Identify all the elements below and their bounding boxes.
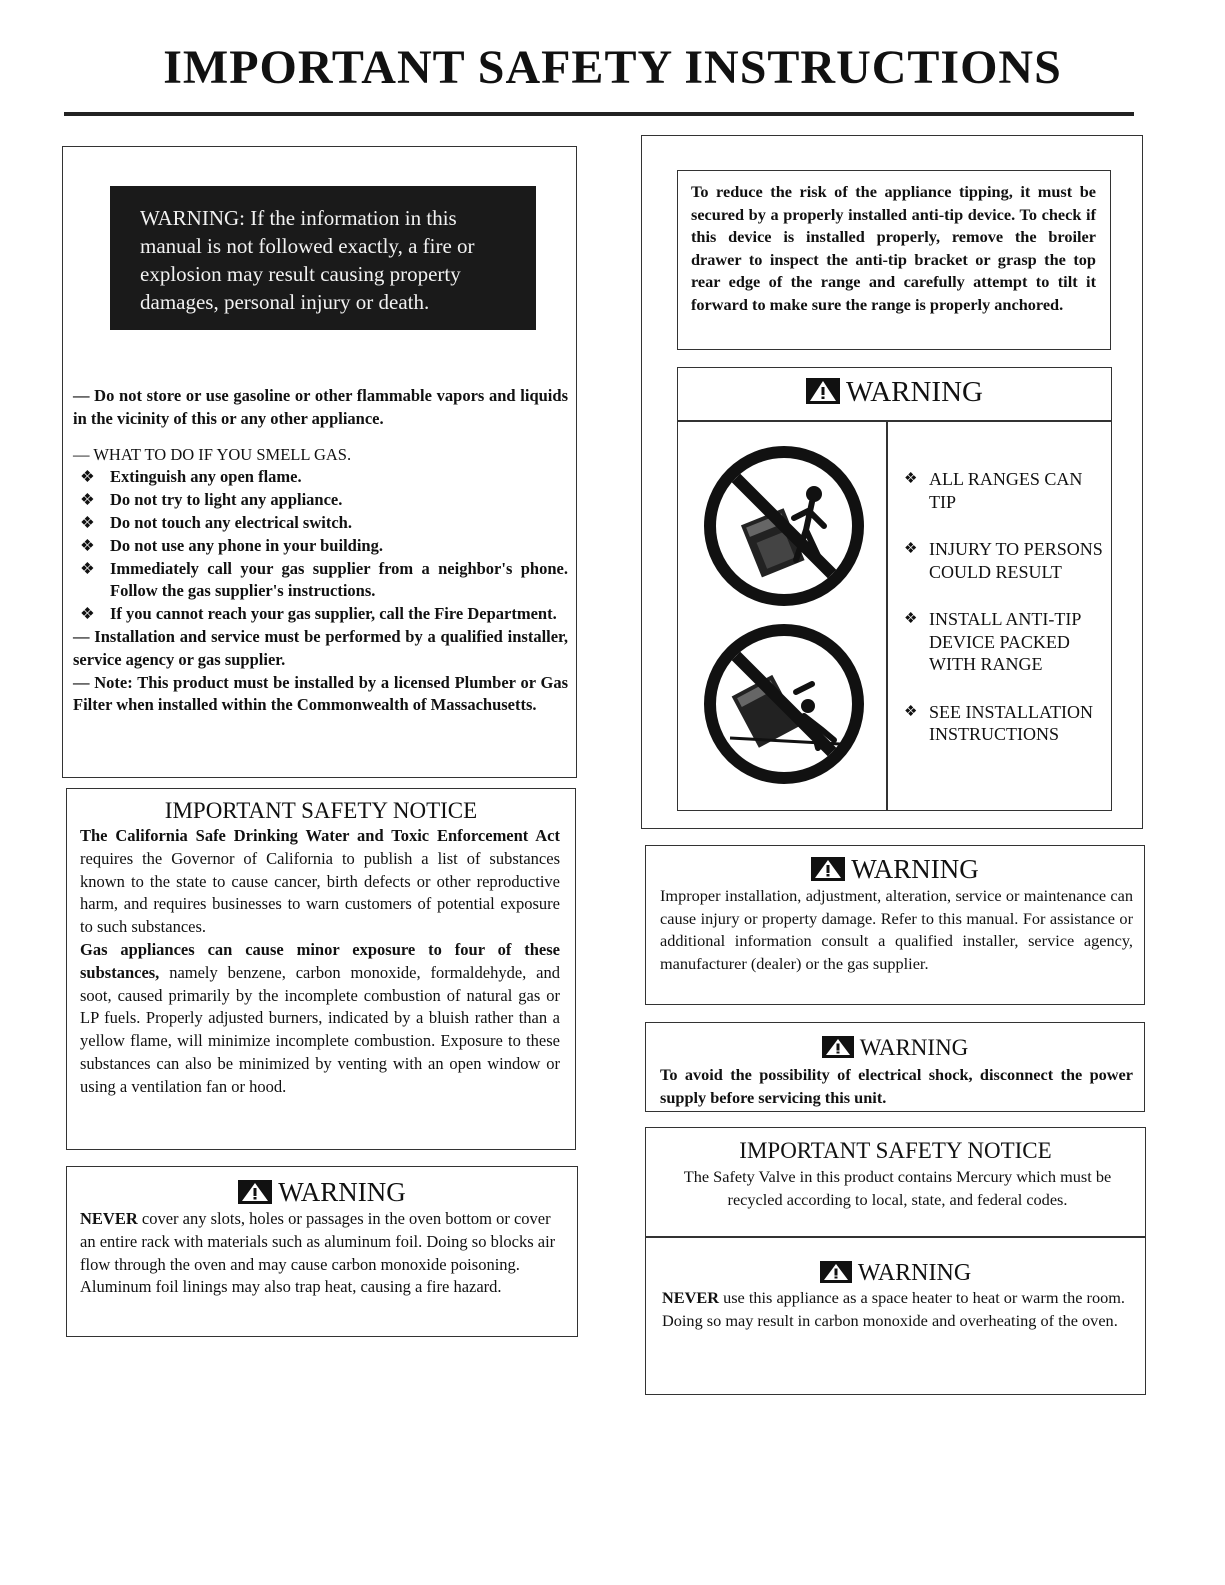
list-item: ❖ Do not try to light any appliance.	[73, 489, 568, 512]
list-item: ❖ Do not use any phone in your building.	[73, 535, 568, 558]
warning-triangle-icon	[811, 857, 845, 881]
bullet-icon: ❖	[80, 490, 95, 510]
warning-triangle-icon	[820, 1261, 852, 1283]
list-item: ❖ Immediately call your gas supplier from a neighbor's phone. Follow the gas supplier's instructions.	[80, 558, 568, 601]
gas-instructions	[73, 385, 568, 717]
no-tipping-icon	[700, 620, 868, 788]
list-item: ❖ INJURY TO PERSONS COULD RESULT	[904, 539, 1103, 582]
bullet-icon: ❖	[904, 541, 918, 557]
note-text: — Note: This product must be installed by a licensed Plumber or Gas Filter when installed within the Commonwealth of Massachusetts.	[73, 672, 568, 715]
installation-text: — Installation and service must be performed by a qualified installer, service agency or gas supplier.	[73, 626, 568, 669]
fire-explosion-warning: WARNING: If the information in this manual is not followed exactly, a fire or explosion may result causing property damages, personal injury or death.	[110, 186, 536, 330]
foil-warning-body: NEVER cover any slots, holes or passages in the oven bottom or cover an entire rack with materials such as aluminum foil. Doing so blocks air flow through the oven and may cause carbon monoxide poisoning. Aluminum foil linings may also trap heat, causing a fire hazard.	[80, 1209, 556, 1297]
warning-triangle-icon	[822, 1036, 854, 1058]
bullet-icon: ❖	[904, 703, 918, 720]
mercury-notice-title: IMPORTANT SAFETY NOTICE	[739, 1138, 1052, 1163]
list-item: ❖ ALL RANGES CAN TIP	[904, 469, 1083, 512]
no-tipping-icon	[700, 442, 868, 610]
bullet-icon: ❖	[904, 611, 918, 627]
safety-notice-title: IMPORTANT SAFETY NOTICE	[164, 798, 478, 823]
bullet-icon: ❖	[80, 604, 95, 624]
shock-warning-title: WARNING	[645, 1035, 1145, 1061]
list-item: ❖ SEE INSTALLATION INSTRUCTIONS	[904, 701, 1094, 744]
bullet-icon: ❖	[904, 471, 918, 487]
installation-warning-body: Improper installation, adjustment, alteration, service or maintenance can cause injury or property damage. Refer to this manual. For assistance or additional information consult a qualified installer, service agency, manufacturer (dealer) or the gas supplier.	[660, 886, 1133, 973]
heater-warning-body: NEVER use this appliance as a space heater to heat or warm the room. Doing so may result in carbon monoxide and overheating of the oven.	[662, 1288, 1125, 1330]
no-store-text: — Do not store or use gasoline or other flammable vapors and liquids in the vicinity of this or any other appliance.	[73, 386, 568, 428]
divider	[677, 420, 1112, 422]
installation-warning-title: WARNING	[645, 854, 1145, 885]
foil-warning-title: WARNING	[66, 1177, 578, 1208]
warning-triangle-icon	[238, 1180, 272, 1204]
list-item: ❖ If you cannot reach your gas supplier, call the Fire Department.	[73, 603, 568, 626]
page-title: IMPORTANT SAFETY INSTRUCTIONS	[163, 41, 1062, 94]
bullet-icon: ❖	[80, 467, 95, 487]
smell-gas-heading: — WHAT TO DO IF YOU SMELL GAS.	[73, 444, 352, 464]
safety-notice-body: The California Safe Drinking Water and Toxic Enforcement Act requires the Governor of California to publish a list of substances known to the state to cause cancer, birth defects or other reproductive harm, and requires businesses to warn customers of potential exposure to such substances. Gas appliances can cause minor exposure to four of these substances, namely benzene, carbon monoxide, formaldehyde, and soot, caused primarily by the incomplete combustion of natural gas or LP fuels. Properly adjusted burners, indicated by a bluish rather than a yellow flame, will minimize incomplete combustion. Exposure to these substances can also be minimized by venting with an open window or using a ventilation fan or hood.	[80, 826, 560, 1096]
list-item: ❖ Extinguish any open flame.	[73, 466, 568, 489]
divider	[645, 1236, 1146, 1238]
divider	[886, 420, 888, 811]
anti-tip-warning-title: WARNING	[677, 376, 1112, 409]
mercury-notice-body: The Safety Valve in this product contains Mercury which must be recycled according to local, state, and federal codes.	[683, 1167, 1112, 1209]
list-item: ❖ Do not touch any electrical switch.	[73, 512, 568, 535]
bullet-icon: ❖	[80, 512, 95, 532]
heater-warning-title: WARNING	[645, 1260, 1146, 1287]
shock-warning-body: To avoid the possibility of electrical shock, disconnect the power supply before servicing this unit.	[660, 1065, 1133, 1107]
anti-tip-list	[900, 468, 1105, 771]
bullet-icon: ❖	[80, 535, 95, 555]
title-rule	[64, 112, 1134, 116]
warning-triangle-icon	[806, 378, 840, 404]
tip-risk-text: To reduce the risk of the appliance tipping, it must be secured by a properly installed anti-tip device. To check if this device is installed properly, remove the broiler drawer to inspect the anti-tip bracket or grasp the top rear edge of the range and carefully attempt to tilt it forward to make sure the range is properly anchored.	[691, 182, 1096, 314]
bullet-icon: ❖	[80, 558, 95, 578]
list-item: ❖ INSTALL ANTI-TIP DEVICE PACKED WITH RANGE	[904, 609, 1081, 674]
